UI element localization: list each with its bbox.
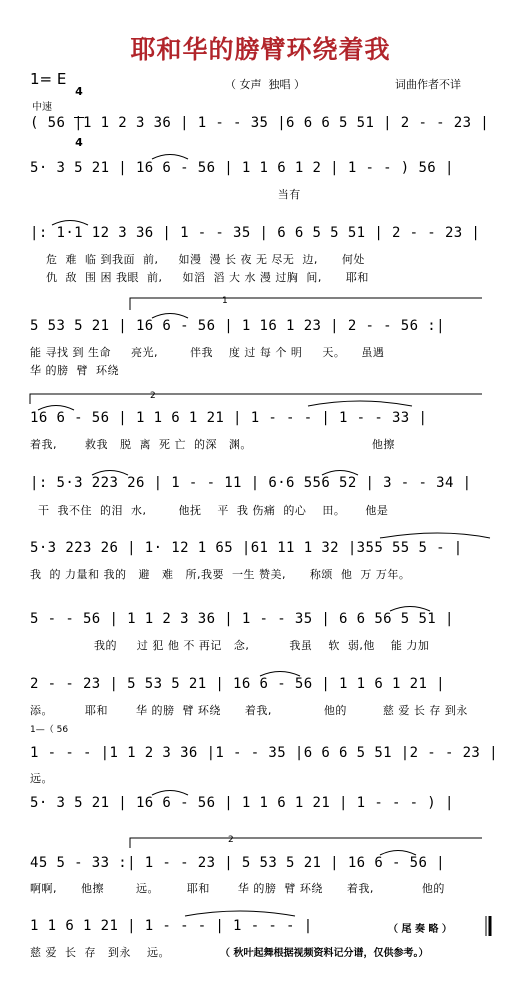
meter-top: 4 bbox=[75, 85, 83, 98]
system-4-notes: 5 53 5 21 | 16 6 - 56 | 1 16 1 23 | 2 - - 56 :| bbox=[30, 318, 445, 334]
system-13-notes: 1 1 6 1 21 | 1 - - - | 1 - - - | bbox=[30, 918, 313, 934]
tie-slur bbox=[152, 155, 188, 160]
system-10-notes: 1 - - - |1 1 2 3 36 |1 - - 35 |6 6 6 5 51 |2 - - 23 | bbox=[30, 745, 498, 761]
system-8-notes: 5 - - 56 | 1 1 2 3 36 | 1 - - 35 | 6 6 56 5 51 | bbox=[30, 611, 454, 627]
tie-slur bbox=[380, 533, 490, 538]
time-signature bbox=[74, 67, 84, 158]
system-8-lyrics: 我的 过 犯 他 不 再记 念, 我虽 软 弱,他 能 力加 bbox=[30, 639, 430, 652]
meter-bottom: 4 bbox=[75, 136, 83, 149]
system-3-lyrics-verse1: 危 难 临 到我面 前, 如漫 漫 长 夜 无 尽无 边, 何处 bbox=[46, 253, 365, 266]
system-2-lyrics: 当有 bbox=[30, 188, 301, 201]
credits-label: 词曲作者不详 bbox=[395, 78, 461, 91]
system-4-lyrics-verse1: 能 寻找 到 生命 亮光, 伴我 度 过 每 个 明 天。 虽遇 bbox=[30, 346, 385, 359]
song-title: 耶和华的膀臂环绕着我 bbox=[130, 35, 391, 64]
coda-label: （ 尾 奏 略 ） bbox=[388, 924, 452, 935]
system-11-notes: 5· 3 5 21 | 16 6 - 56 | 1 1 6 1 21 | 1 - - - ) | bbox=[30, 795, 454, 811]
tempo-marking: 中速 bbox=[32, 102, 52, 113]
second-ending-number: 2 bbox=[150, 391, 156, 401]
system-2-notes: 5· 3 5 21 | 16 6 - 56 | 1 1 6 1 2 | 1 - - ) 56 | bbox=[30, 160, 454, 176]
system-5-lyrics: 着我, 救我 脱 离 死 亡 的深 渊。 他擦 bbox=[30, 438, 395, 451]
third-ending-number: 2 bbox=[228, 835, 234, 845]
system-5-notes: 16 6 - 56 | 1 1 6 1 21 | 1 - - - | 1 - - 33 | bbox=[30, 410, 428, 426]
system-6-lyrics: 干 我不住 的泪 水, 他抚 平 我 伤痛 的心 田。 他是 bbox=[30, 504, 389, 517]
system-4-lyrics-verse2: 华 的膀 臂 环绕 bbox=[30, 364, 119, 377]
system-12-notes: 45 5 - 33 :| 1 - - 23 | 5 53 5 21 | 16 6 - 56 | bbox=[30, 855, 445, 871]
system-10-lyrics: 远。 bbox=[30, 772, 53, 785]
source-note: （ 秋叶起舞根据视频资料记分谱，仅供参考。） bbox=[220, 948, 429, 959]
key-signature: 1= E bbox=[30, 70, 67, 88]
system-3-lyrics-verse2: 仇 敌 围 困 我眼 前, 如滔 滔 大 水 漫 过胸 间, 耶和 bbox=[46, 271, 369, 284]
system-1-notes: ( 56 |1 1 2 3 36 | 1 - - 35 |6 6 6 5 51 | 2 - - 23 | bbox=[30, 115, 490, 131]
system-6-notes: |: 5·3 223 26 | 1 - - 11 | 6·6 556 52 | 3 - - 34 | bbox=[30, 475, 472, 491]
tie-slur bbox=[185, 911, 295, 916]
intro-pickup-marker: 1—（ 56 bbox=[30, 725, 69, 735]
system-9-lyrics: 添。 耶和 华 的膀 臂 环绕 着我, 他的 慈 爱 长 存 到永 bbox=[30, 704, 468, 717]
third-ending-bracket bbox=[130, 835, 482, 848]
first-ending-bracket bbox=[130, 296, 482, 310]
system-7-lyrics: 我 的 力量和 我的 避 难 所,我要 一生 赞美, 称颂 他 万 万年。 bbox=[30, 568, 411, 581]
system-13-lyrics: 慈 爱 长 存 到永 远。 bbox=[30, 946, 170, 959]
tie-slur bbox=[308, 401, 412, 406]
second-ending-bracket bbox=[30, 391, 482, 404]
system-3-notes: |: 1·1 12 3 36 | 1 - - 35 | 6 6 5 5 51 | 2 - - 23 | bbox=[30, 225, 481, 241]
system-12-lyrics: 啊啊, 他擦 远。 耶和 华 的膀 臂 环绕 着我, 他的 bbox=[30, 882, 445, 895]
performer-label: （ 女声 独唱 ） bbox=[225, 78, 305, 91]
system-9-notes: 2 - - 23 | 5 53 5 21 | 16 6 - 56 | 1 1 6 1 21 | bbox=[30, 676, 445, 692]
system-7-notes: 5·3 223 26 | 1· 12 1 65 |61 11 1 32 |355 55 5 - | bbox=[30, 540, 463, 556]
first-ending-number: 1 bbox=[222, 296, 228, 306]
